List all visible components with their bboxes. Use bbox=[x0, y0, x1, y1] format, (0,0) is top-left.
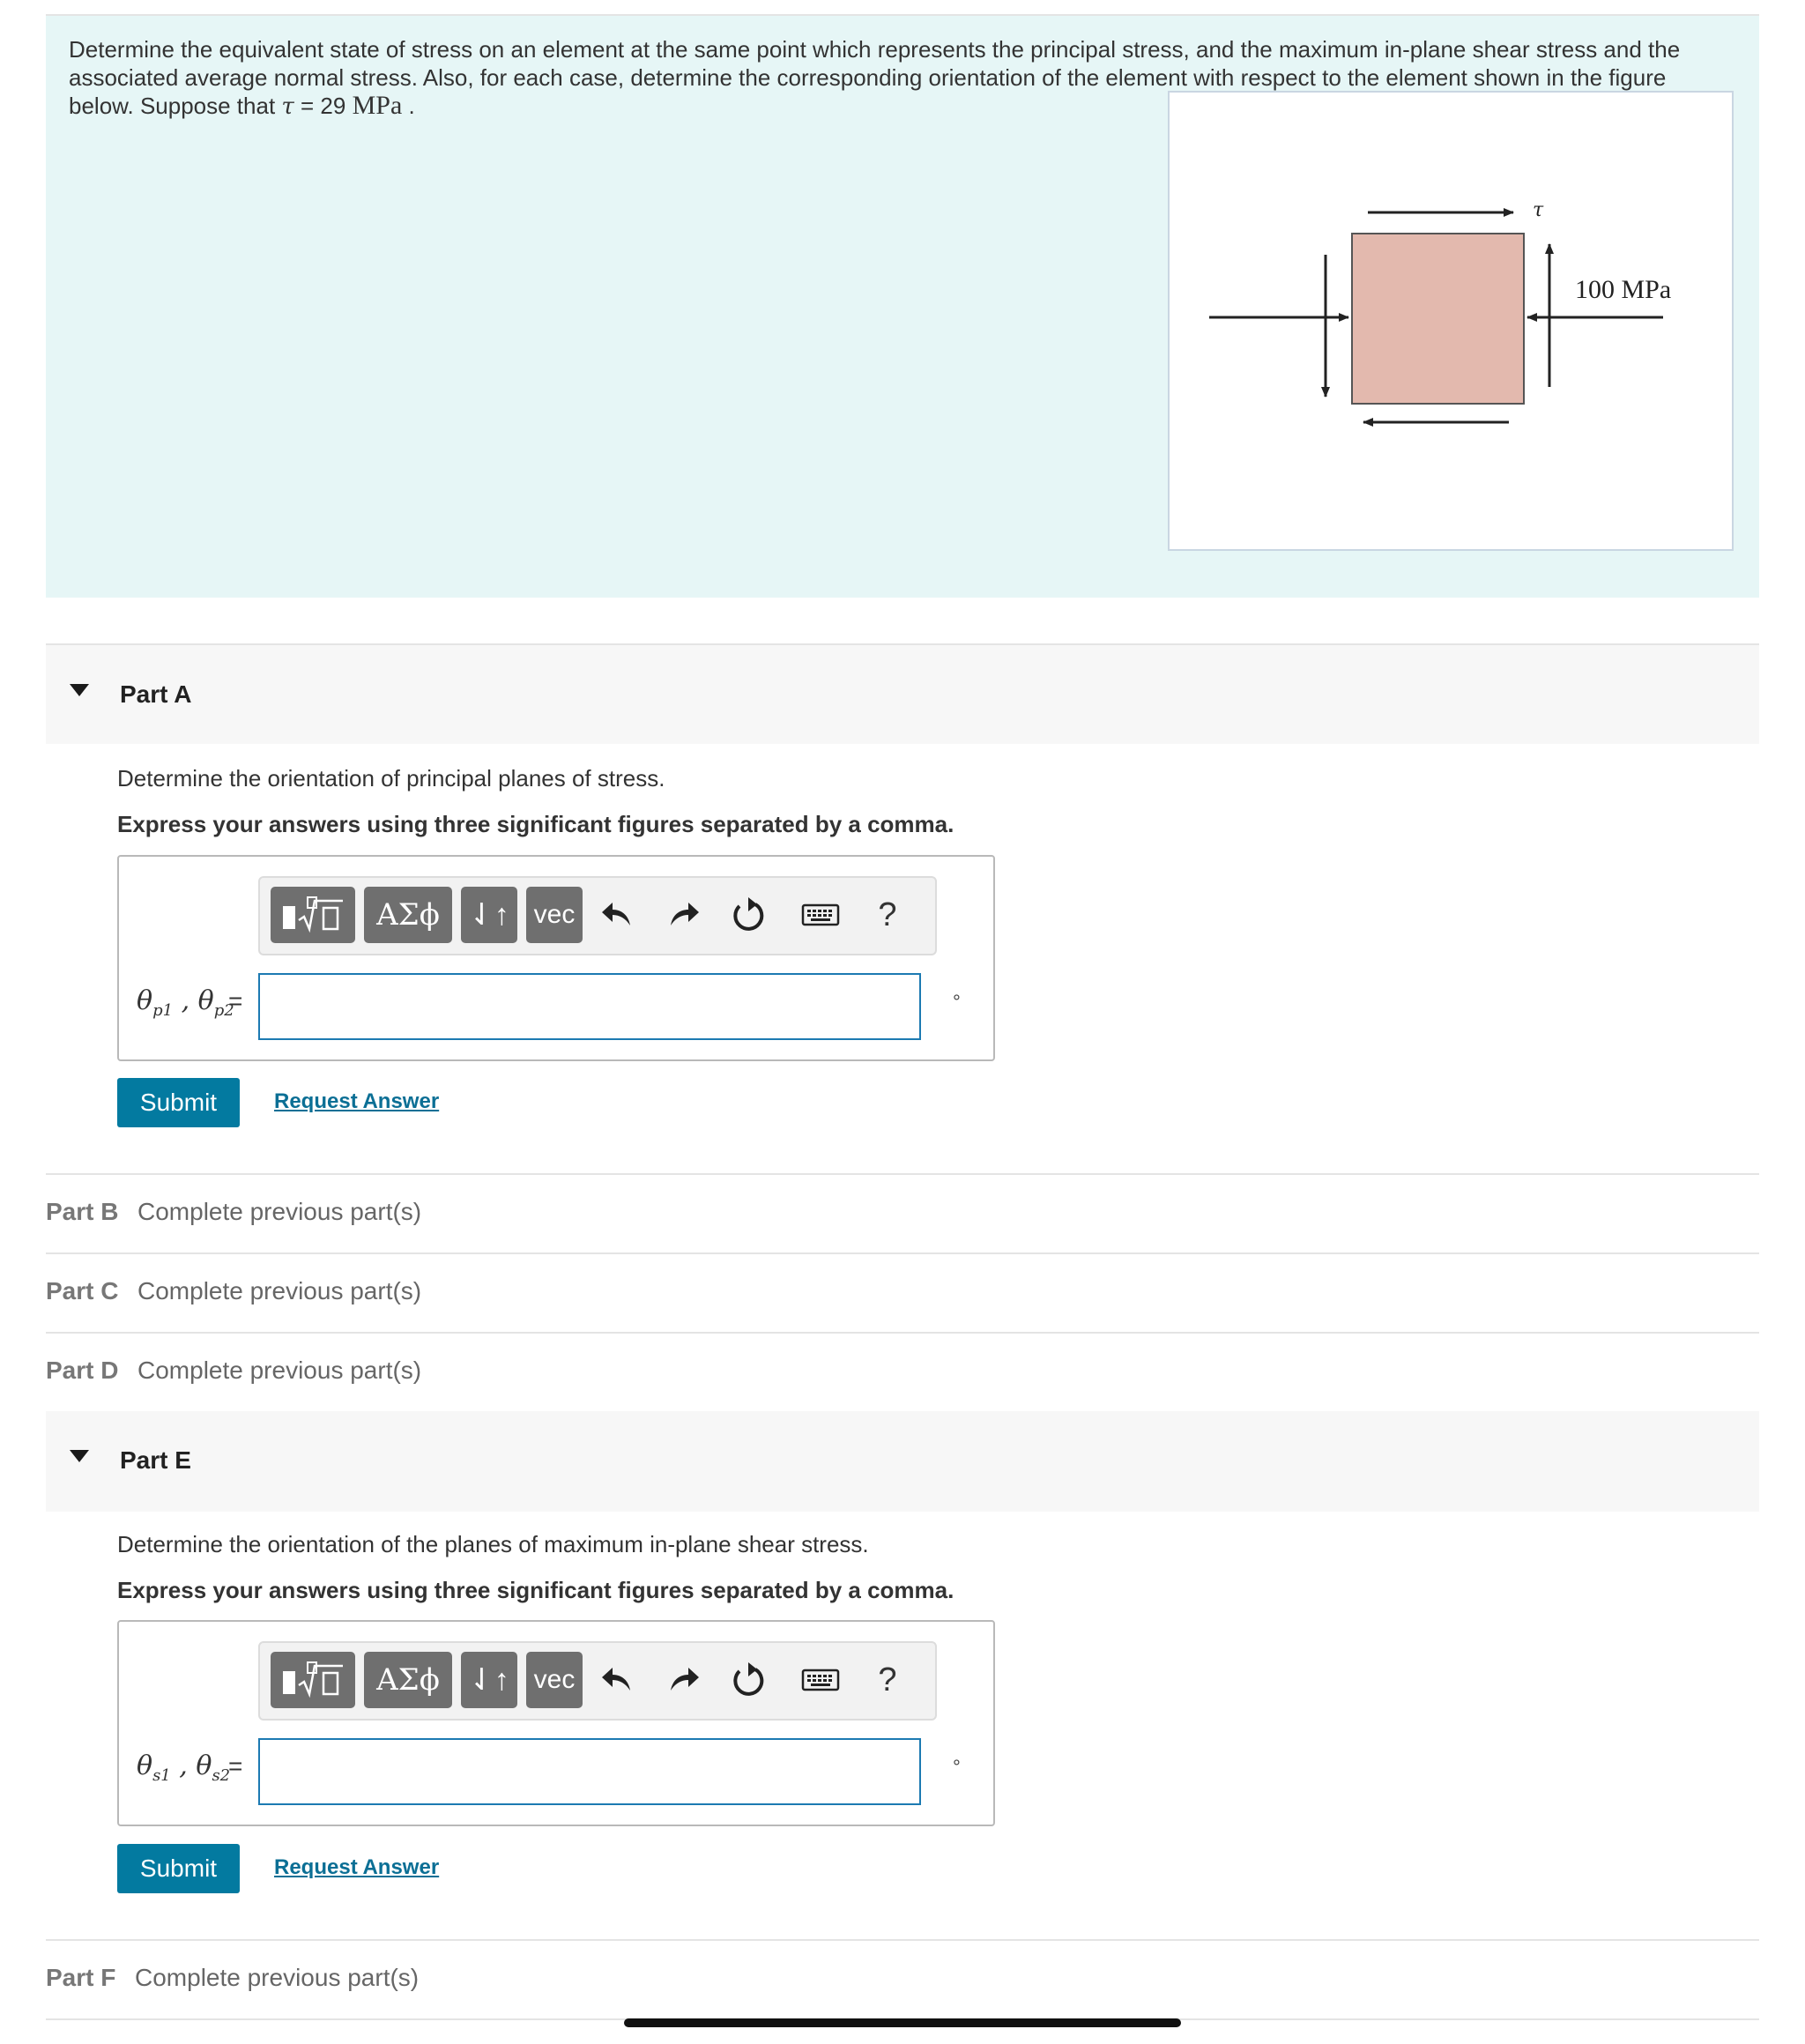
part-e-header[interactable] bbox=[46, 1411, 1759, 1512]
stress-element-figure bbox=[1168, 91, 1734, 551]
tau-symbol: τ bbox=[281, 93, 294, 120]
part-e-answer-label: $\theta_{s1}$ , $\theta_{s2}$ bbox=[137, 1750, 231, 1785]
part-f-status: Complete previous part(s) bbox=[135, 1964, 420, 1991]
part-a-answer-label: $\theta_{p1}$ , $\theta_{p2}$ bbox=[137, 985, 234, 1020]
collapse-caret-icon[interactable] bbox=[70, 684, 89, 696]
vector-button[interactable]: vec bbox=[526, 887, 583, 943]
part-b-row bbox=[46, 1173, 1759, 1252]
redo-icon[interactable] bbox=[662, 894, 704, 936]
part-a-request-answer-link[interactable]: Request Answer bbox=[274, 1089, 440, 1113]
subscript-superscript-button[interactable]: ⇃↑ bbox=[461, 1652, 517, 1708]
stress-value-label: 100 MPa bbox=[1575, 275, 1672, 304]
keyboard-icon[interactable] bbox=[796, 1659, 845, 1701]
part-a-title: Part A bbox=[120, 680, 192, 708]
part-d-row bbox=[46, 1332, 1759, 1411]
subscript-superscript-button[interactable]: ⇃↑ bbox=[461, 887, 517, 943]
greek-symbols-button[interactable]: ΑΣϕ bbox=[364, 887, 452, 943]
part-c-row bbox=[46, 1252, 1759, 1332]
part-a-instruction: Express your answers using three significant figures separated by a comma. bbox=[117, 811, 954, 837]
part-a-question: Determine the orientation of principal planes of stress. bbox=[117, 765, 665, 792]
templates-icon bbox=[278, 1659, 348, 1701]
part-e-instruction: Express your answers using three significant figures separated by a comma. bbox=[117, 1577, 954, 1603]
redo-icon[interactable] bbox=[662, 1659, 704, 1701]
undo-icon[interactable] bbox=[597, 1659, 639, 1701]
part-e-title: Part E bbox=[120, 1446, 191, 1474]
part-d-status: Complete previous part(s) bbox=[137, 1356, 422, 1384]
greek-symbols-button[interactable]: ΑΣϕ bbox=[364, 1652, 452, 1708]
stress-element-diagram bbox=[1170, 93, 1735, 553]
reset-icon[interactable] bbox=[727, 1659, 769, 1701]
equals-sign: = bbox=[228, 1752, 243, 1780]
help-button[interactable]: ? bbox=[878, 1661, 897, 1698]
part-a-answer-input[interactable] bbox=[258, 973, 921, 1040]
part-e-request-answer-link[interactable]: Request Answer bbox=[274, 1855, 440, 1879]
part-a-answer-box bbox=[117, 855, 995, 1061]
problem-statement bbox=[46, 16, 1759, 598]
collapse-caret-icon[interactable] bbox=[70, 1450, 89, 1462]
tau-figure-label: τ bbox=[1533, 199, 1544, 221]
part-c-name: Part C bbox=[46, 1277, 119, 1304]
part-f-name: Part F bbox=[46, 1964, 116, 1991]
part-c-status: Complete previous part(s) bbox=[137, 1277, 422, 1304]
equals-sign: = bbox=[228, 987, 243, 1015]
help-button[interactable]: ? bbox=[878, 896, 897, 933]
reset-icon[interactable] bbox=[727, 894, 769, 936]
part-b-name: Part B bbox=[46, 1198, 119, 1225]
part-e-answer-box bbox=[117, 1620, 995, 1826]
part-e-answer-input[interactable] bbox=[258, 1738, 921, 1805]
tau-unit: MPa bbox=[352, 91, 403, 120]
vector-button[interactable]: vec bbox=[526, 1652, 583, 1708]
math-toolbar bbox=[258, 1641, 937, 1721]
part-d-name: Part D bbox=[46, 1356, 119, 1384]
templates-icon bbox=[278, 894, 348, 936]
degree-unit: ° bbox=[953, 1756, 961, 1778]
stress-element-square bbox=[1352, 234, 1524, 404]
home-indicator bbox=[624, 2018, 1181, 2027]
degree-unit: ° bbox=[953, 991, 961, 1013]
undo-icon[interactable] bbox=[597, 894, 639, 936]
keyboard-icon[interactable] bbox=[796, 894, 845, 936]
part-a-header[interactable] bbox=[46, 643, 1759, 744]
math-toolbar bbox=[258, 876, 937, 955]
templates-button[interactable] bbox=[271, 887, 355, 943]
part-a-submit-button[interactable]: Submit bbox=[117, 1078, 240, 1127]
problem-text: Determine the equivalent state of stress on an element at the same point which represents the principal stress, and the maximum in-plane shear stress and the associated average normal stress. Also, for each case, determine the corresponding orientation of the element with respect to the element shown in the figure below. Suppose that τ = 29 MPa . bbox=[69, 36, 1681, 120]
templates-button[interactable] bbox=[271, 1652, 355, 1708]
part-e-submit-button[interactable]: Submit bbox=[117, 1844, 240, 1893]
part-e-question: Determine the orientation of the planes of maximum in-plane shear stress. bbox=[117, 1531, 869, 1557]
part-b-status: Complete previous part(s) bbox=[137, 1198, 422, 1225]
part-f-row bbox=[46, 1939, 1759, 2020]
